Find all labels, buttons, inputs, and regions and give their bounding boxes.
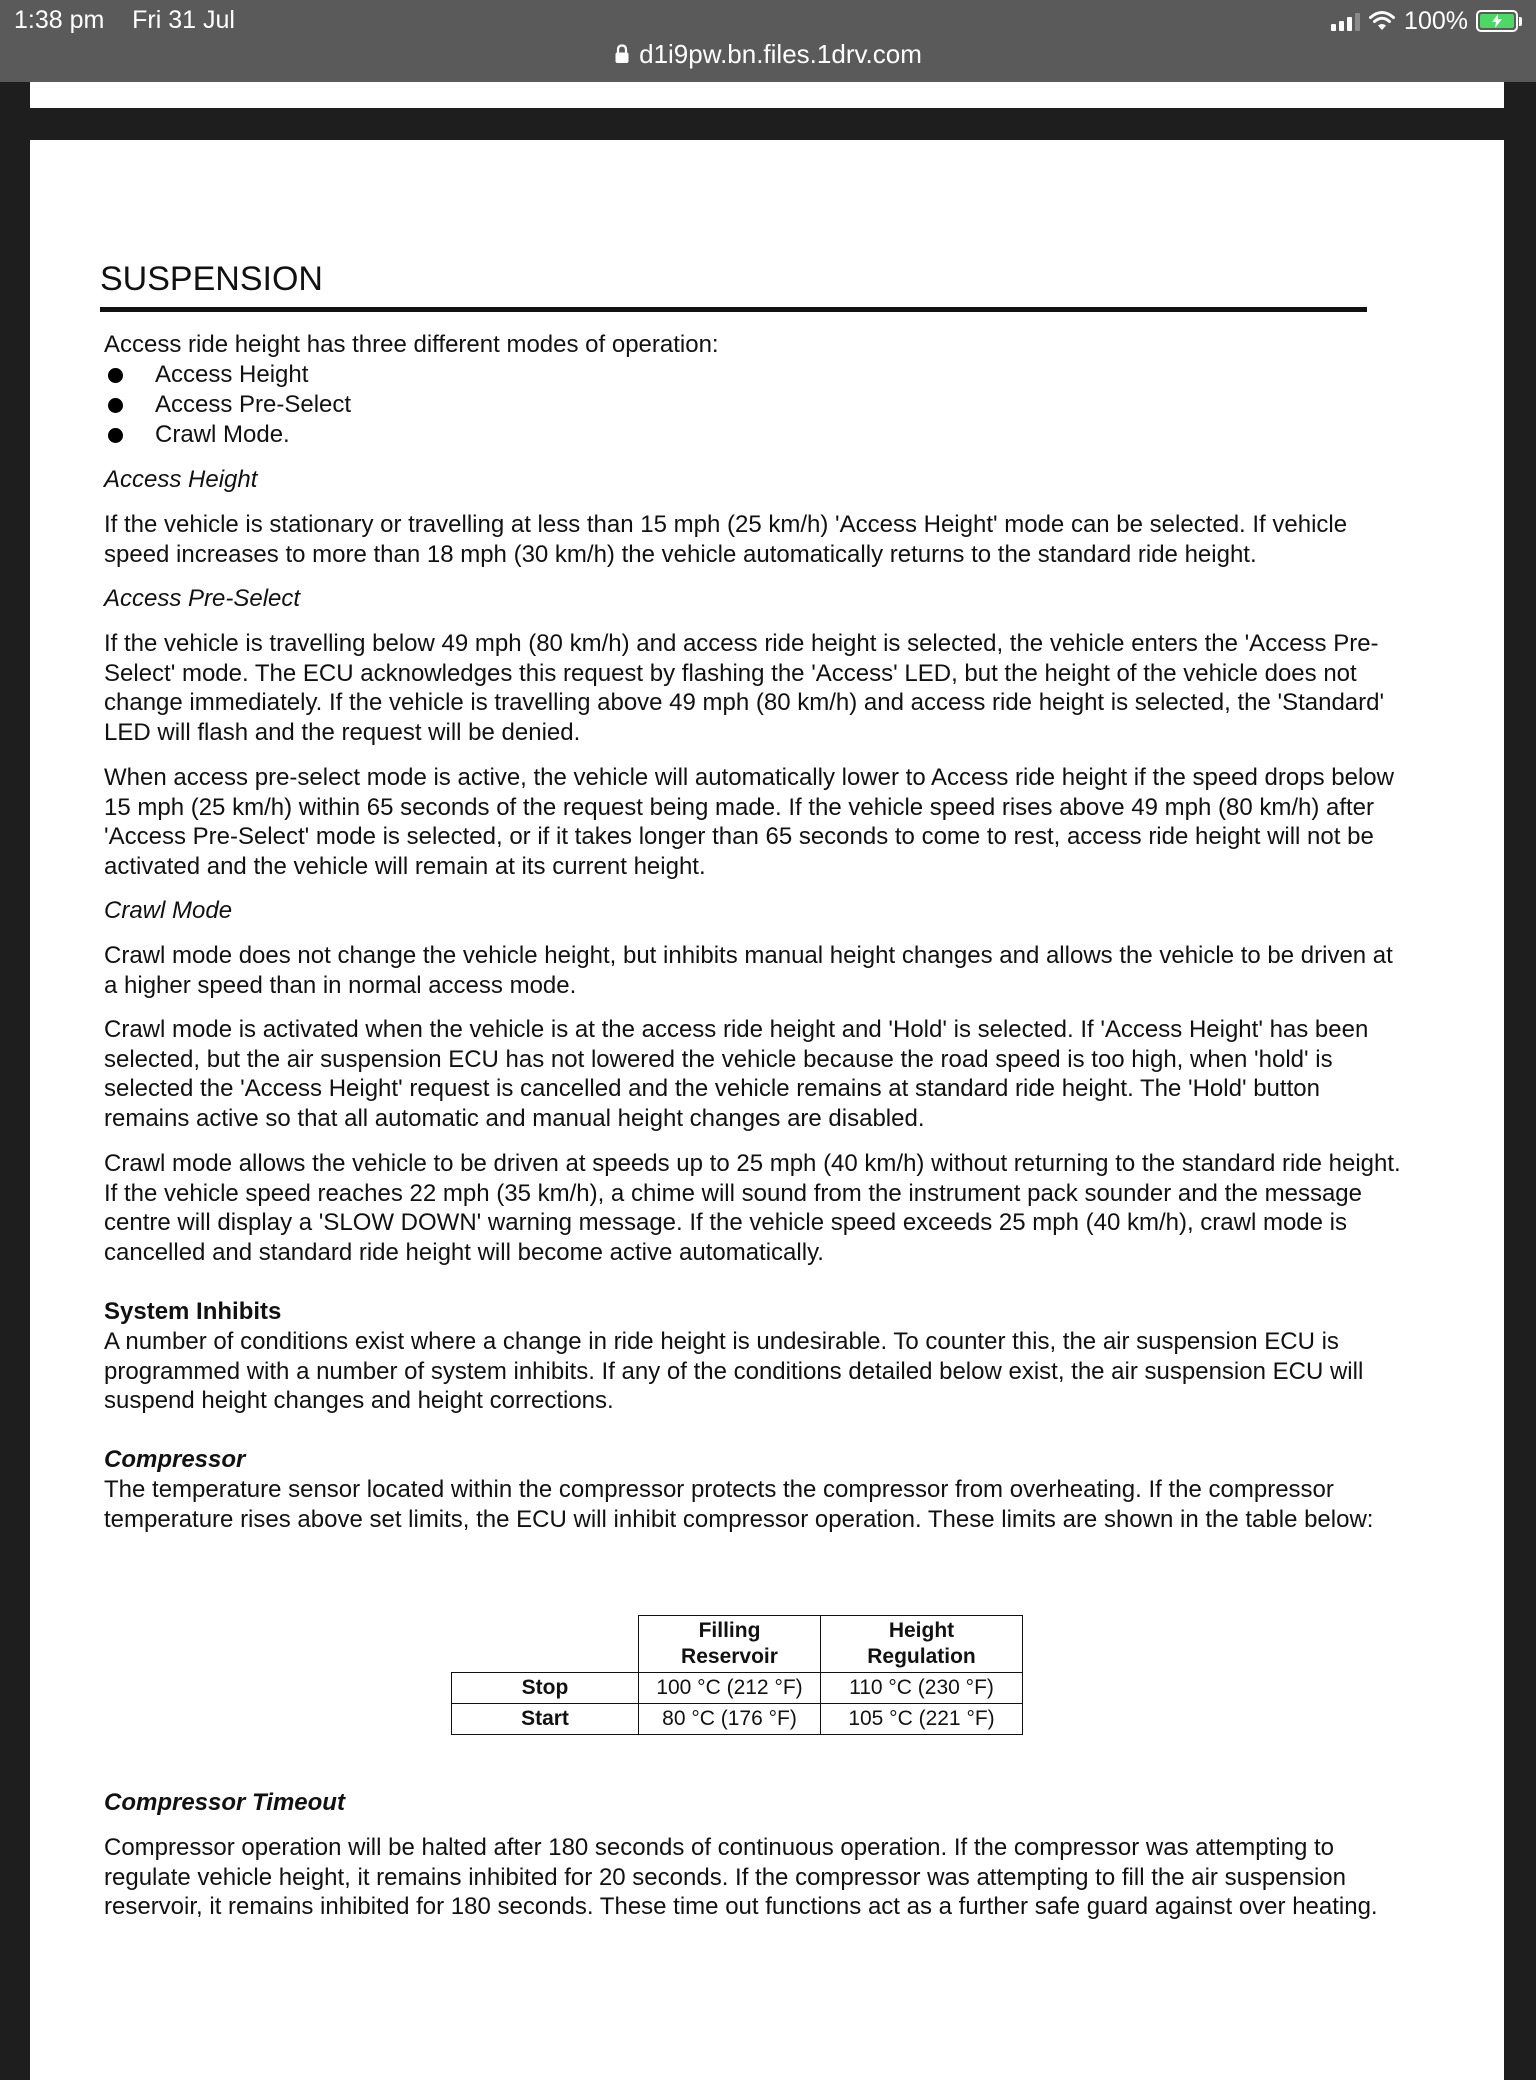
crawl-mode-paragraph-2: Crawl mode is activated when the vehicle is at the access ride height and 'Hold' is selected. If 'Access Height' has been selected, but the air suspension ECU has not lowered the vehicle because the road speed is too high, when 'hold' is selected the 'Access Height' request is cancelled and the vehicle remains at standard ride height. The 'Hold' button remains active so that all automatic and manual height changes are disabled. (104, 1016, 1369, 1132)
compressor-paragraph: The temperature sensor located within the compressor protects the compressor from overheating. If the compressor temperature rises above set limits, the ECU will inhibit compressor operation. These limits are shown in the table below: (104, 1476, 1374, 1533)
list-item: Access Pre-Select (104, 390, 1404, 420)
crawl-mode-paragraph-3: Crawl mode allows the vehicle to be driven at speeds up to 25 mph (40 km/h) without returning to the standard ride height. If the vehicle speed reaches 22 mph (35 km/h), a chime will sound from the instrument pack sounder and the message centre will display a 'SLOW DOWN' warning message. If the vehicle speed exceeds 25 mph (40 km/h), crawl mode is cancelled and standard ride height will become active automatically. (104, 1150, 1401, 1266)
url-text: d1i9pw.bn.files.1drv.com (639, 38, 922, 69)
list-item: Crawl Mode. (104, 420, 1404, 450)
access-preselect-paragraph-2: When access pre-select mode is active, the vehicle will automatically lower to Access ride height if the speed drops below 15 mph (25 km/h) within 65 seconds of the request being made. If the vehicle speed rises above 49 mph (80 km/h) after 'Access Pre-Select' mode is selected, or if it takes longer than 65 seconds to come to rest, access ride height will not be activated and the vehicle will remain at its current height. (104, 764, 1394, 880)
access-preselect-paragraph-1: If the vehicle is travelling below 49 mph (80 km/h) and access ride height is selected, the vehicle enters the 'Access Pre-Select' mode. The ECU acknowledges this request by flashing the 'Access' LED, but the height of the vehicle does not change immediately. If the vehicle is travelling above 49 mph (80 km/h) and access ride height is selected, the 'Standard' LED will flash and the request will be denied. (104, 630, 1385, 746)
table-row (452, 1673, 1023, 1704)
status-icons (1331, 6, 1522, 36)
crawl-mode-heading: Crawl Mode (104, 897, 233, 924)
compressor-heading: Compressor (104, 1446, 246, 1473)
table-cell: 80 °C (176 °F) (639, 1704, 821, 1735)
row-label-start: Start (452, 1704, 639, 1735)
list-item: Access Height (104, 360, 1404, 390)
status-time (14, 6, 235, 35)
system-inhibits-paragraph: A number of conditions exist where a change in ride height is undesirable. To counter this, the air suspension ECU is programmed with a number of system inhibits. If any of the conditions detailed below exist, the air suspension ECU will suspend height changes and height corrections. (104, 1328, 1364, 1414)
column-header-height-regulation: Height Regulation (821, 1616, 1023, 1673)
access-height-heading: Access Height (104, 466, 258, 493)
status-bar (0, 0, 1536, 82)
system-inhibits-heading: System Inhibits (104, 1298, 282, 1325)
lock-icon (614, 44, 630, 64)
intro-text: Access ride height has three different modes of operation: (104, 331, 719, 358)
previous-page-edge (30, 82, 1504, 108)
compressor-timeout-paragraph: Compressor operation will be halted after 180 seconds of continuous operation. If the compressor was attempting to regulate vehicle height, it remains inhibited for 20 seconds. If the compressor was attempting to fill the air suspension reservoir, it remains inhibited for 180 seconds. These time out functions act as a further safe guard against over heating. (104, 1834, 1378, 1920)
date: Fri 31 Jul (132, 6, 235, 34)
battery-percent: 100% (1404, 6, 1468, 35)
column-header-filling-reservoir: Filling Reservoir (639, 1616, 821, 1673)
cellular-signal-icon (1331, 11, 1360, 31)
table-cell: 105 °C (221 °F) (821, 1704, 1023, 1735)
temperature-limits-table (451, 1615, 1023, 1735)
modes-list (104, 360, 1404, 450)
table-cell: 110 °C (230 °F) (821, 1673, 1023, 1704)
table-cell: 100 °C (212 °F) (639, 1673, 821, 1704)
compressor-timeout-heading: Compressor Timeout (104, 1789, 345, 1816)
access-height-paragraph: If the vehicle is stationary or travelling at less than 15 mph (25 km/h) 'Access Height' mode can be selected. If vehicle speed increases to more than 18 mph (30 km/h) the vehicle automatically returns to the standard ride height. (104, 511, 1348, 568)
address-bar[interactable] (0, 34, 1536, 74)
table-row (452, 1704, 1023, 1735)
page-title: SUSPENSION (100, 260, 1367, 312)
access-preselect-heading: Access Pre-Select (104, 585, 301, 612)
time: 1:38 pm (14, 6, 105, 34)
row-label-stop: Stop (452, 1673, 639, 1704)
crawl-mode-paragraph-1: Crawl mode does not change the vehicle height, but inhibits manual height changes and allows the vehicle to be driven at a higher speed than in normal access mode. (104, 942, 1393, 999)
table-header-row (452, 1616, 1023, 1673)
battery-charging-icon (1476, 10, 1522, 32)
document-page (30, 140, 1504, 2080)
wifi-icon (1368, 10, 1396, 32)
